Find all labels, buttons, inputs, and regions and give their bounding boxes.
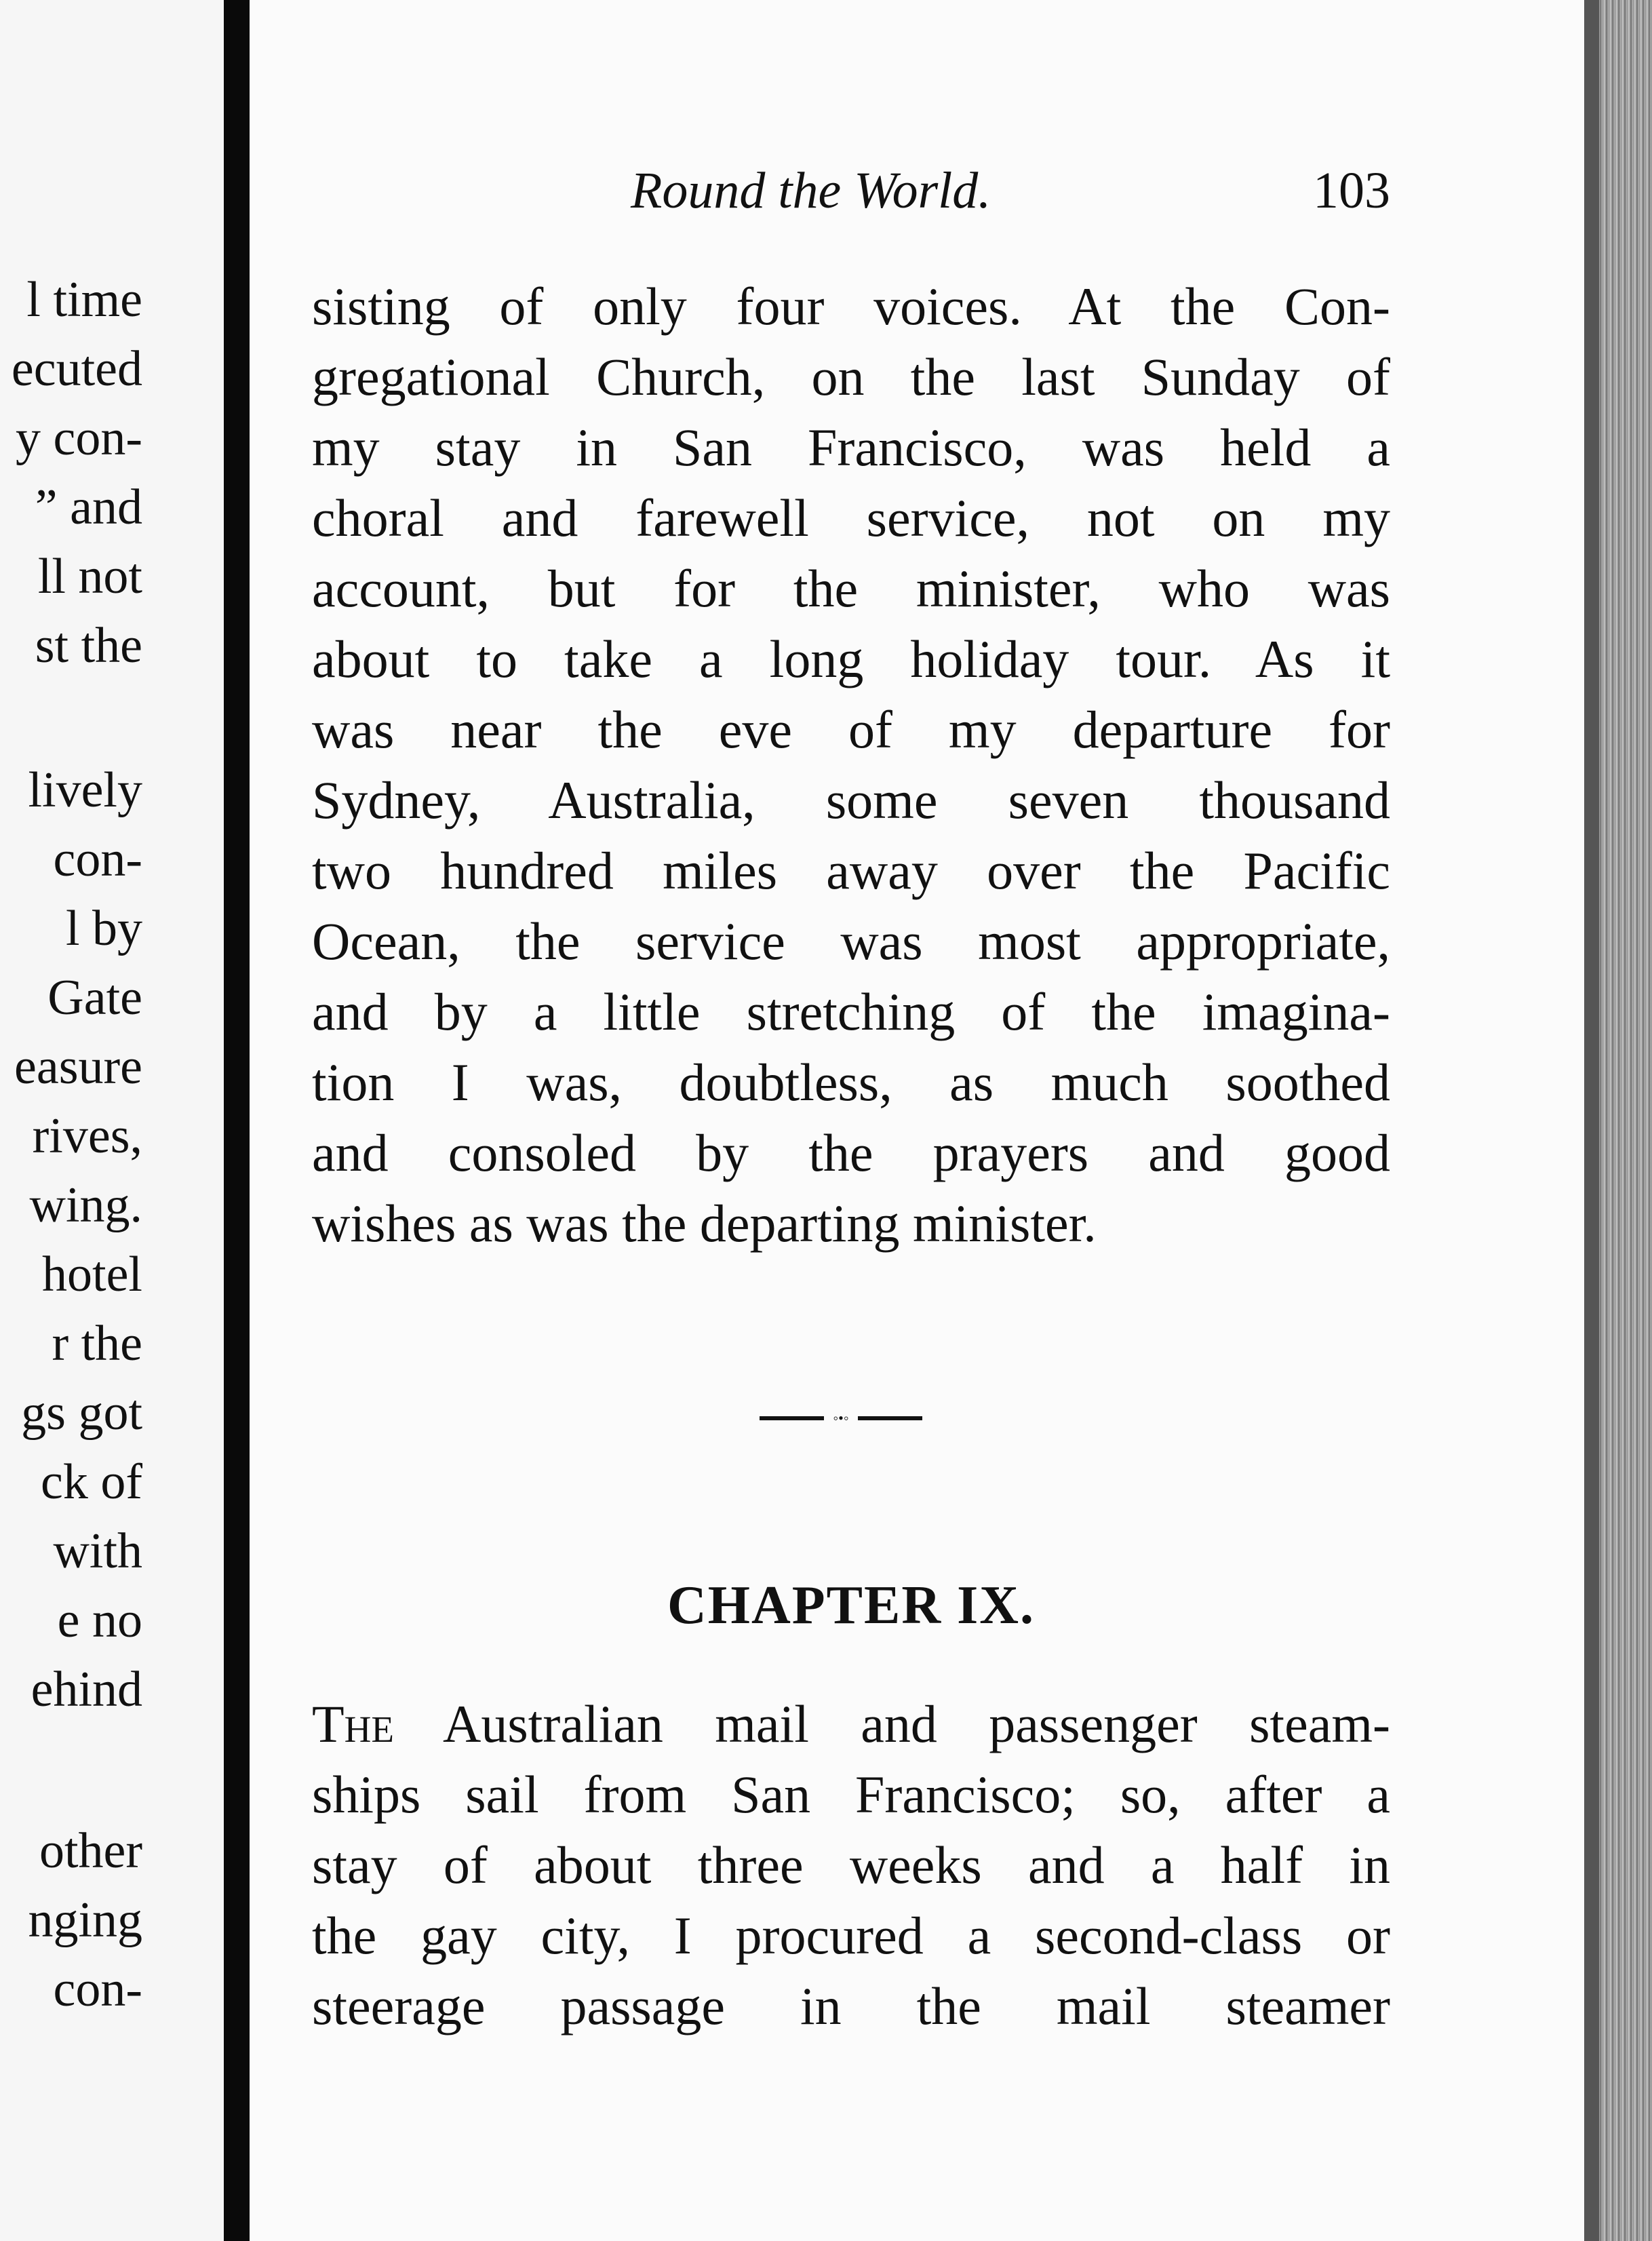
text-line: and by a little stretching of the imagina- [312,982,1390,1041]
chapter-heading: CHAPTER IX. [667,1576,1036,1635]
left-page-line: with [53,1523,142,1579]
left-page-line: nging [28,1892,142,1948]
left-page-line: gs got [21,1385,142,1441]
text-line: the gay city, I procured a second-class or [312,1906,1390,1965]
text-line: steerage passage in the mail steamer [312,1976,1390,2035]
left-page-line: easure [14,1039,142,1095]
left-page-line: l by [65,901,142,956]
chapter-opening-word: The [312,1694,394,1753]
left-page-line: l time [26,272,142,328]
left-page-line: wing. [29,1177,142,1233]
left-page-line: ecuted [11,341,142,397]
text-line: about to take a long holiday tour. As it [312,629,1390,688]
chapter-paragraph [312,1689,1390,2042]
first-line-text: Australian mail and passenger steam- [393,1694,1390,1753]
book-gutter [224,0,250,2241]
left-page-line: st the [35,618,142,674]
left-page-line: e no [57,1593,142,1648]
left-page-line: ck of [41,1454,142,1510]
text-line: stay of about three weeks and a half in [312,1835,1390,1894]
left-page-line: lively [28,762,142,818]
left-page-line: other [39,1823,142,1879]
page-number: 103 [1313,162,1390,219]
left-page-line: hotel [42,1247,142,1302]
text-line: sisting of only four voices. At the Con- [312,277,1390,336]
left-page-fragment [0,0,224,2241]
section-ornament: ◦•◦ [760,1411,922,1424]
running-head [380,161,1390,222]
text-line: Ocean, the service was most appropriate, [312,912,1390,971]
left-page-line: ehind [31,1662,142,1717]
text-line: two hundred miles away over the Pacific [312,841,1390,900]
text-line [312,1689,1390,1759]
left-page-line: rives, [32,1108,142,1164]
left-page-line: con- [53,1962,142,2017]
text-line: gregational Church, on the last Sunday of [312,347,1390,406]
left-page-line: ” and [35,480,142,535]
text-line: my stay in San Francisco, was held a [312,418,1390,477]
body-paragraph [312,271,1390,1259]
page-edges [1584,0,1652,2241]
text-line: Sydney, Australia, some seven thousand [312,771,1390,830]
text-line: choral and farewell service, not on my [312,488,1390,547]
left-page-line: y con- [16,410,142,466]
text-line: ships sail from San Francisco; so, after a [312,1765,1390,1824]
left-page-line: ll not [37,549,142,604]
running-head-title: Round the World. [631,162,991,219]
text-line: tion I was, doubtless, as much soothed [312,1053,1390,1112]
text-line: account, but for the minister, who was [312,559,1390,618]
left-page-line: Gate [47,970,142,1026]
text-line: wishes as was the departing minister. [312,1194,1097,1253]
left-page-line: con- [53,832,142,887]
text-line: was near the eve of my departure for [312,700,1390,759]
left-page-line: r the [52,1316,142,1371]
text-line: and consoled by the prayers and good [312,1123,1390,1182]
